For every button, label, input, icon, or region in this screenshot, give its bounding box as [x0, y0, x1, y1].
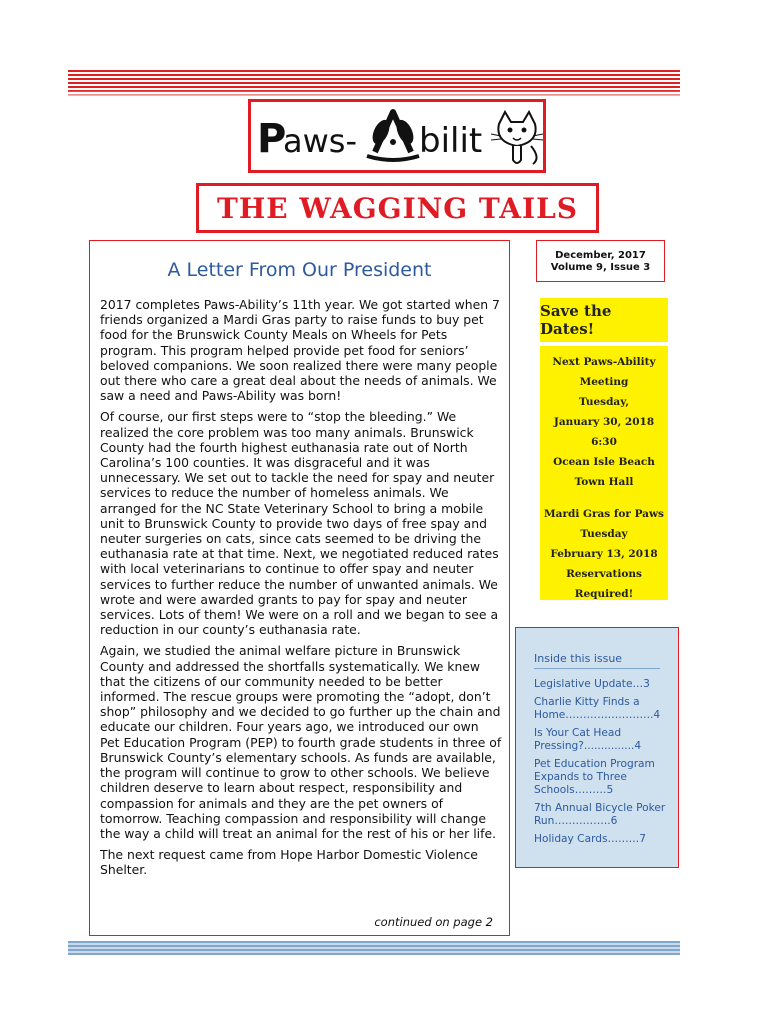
event-line: Tuesday — [580, 528, 628, 540]
newsletter-title: THE WAGGING TAILS — [217, 191, 578, 225]
letter-body — [100, 297, 502, 884]
issue-volume: Volume 9, Issue 3 — [550, 262, 651, 273]
dog-face-icon — [367, 112, 419, 160]
event-line: Tuesday, — [579, 396, 629, 408]
event-line: 6:30 — [591, 436, 617, 448]
logo-box — [248, 99, 546, 173]
save-the-dates-heading-box — [540, 298, 668, 342]
svg-text:aws-: aws- — [283, 122, 357, 160]
event-line: January 30, 2018 — [553, 416, 655, 428]
letter-paragraph: Again, we studied the animal welfare picture in Brunswick County and addressed the shortfalls systematically. We knew that the citizens of our community needed to be better informed. The rescue groups were promoting the “adopt, don’t shop” philosophy and we decided to go further up the chain and educate our children. Four years ago, we introduced our own Pet Education Program (PEP) to fourth grade students in three of Brunswick County’s elementary schools. As funds are available, the program will continue to grow to other schools. We believe children deserve to learn about respect, responsibility and compassion for animals and they are the pet owners of tomorrow. Teaching compassion and responsibility will change the way a child will treat an animal for the rest of his or her life. — [100, 643, 502, 841]
newsletter-title-box — [196, 183, 599, 233]
inside-item-charlie-kitty[interactable]: Charlie Kitty Finds a Home…………………….4 — [534, 696, 661, 721]
inside-item-legislative[interactable]: Legislative Update…3 — [534, 678, 650, 690]
bottom-decorative-stripe — [68, 941, 680, 955]
inside-list — [534, 678, 666, 851]
svg-text:bilit: bilit — [419, 121, 483, 161]
event-line: Reservations Required! — [566, 568, 642, 600]
inside-item-holiday-cards[interactable]: Holiday Cards………7 — [534, 833, 647, 845]
issue-date: December, 2017 — [555, 250, 646, 261]
svg-text:P: P — [257, 116, 287, 162]
paws-ability-logo — [251, 102, 543, 170]
event-line: Mardi Gras for Paws — [544, 508, 664, 520]
save-the-dates-heading: Save the Dates! — [540, 302, 612, 338]
letter-paragraph: The next request came from Hope Harbor Domestic Violence Shelter. — [100, 847, 478, 878]
president-letter-box — [89, 240, 510, 936]
inside-item-pet-education[interactable]: Pet Education Program Expands to Three Schools………5 — [534, 758, 655, 796]
issue-info-box — [536, 240, 665, 282]
letter-paragraph: Of course, our first steps were to “stop the bleeding.” We realized the core problem was too many animals. Brunswick County had the fourth highest euthanasia rate out of North Carolina’s 100 counties. It was disgraceful and it was unnecessary. We set out to tackle the need for spay and neuter services to reduce the number of homeless animals. We arranged for the NC State Veterinary School to bring a mobile unit to Brunswick County to provide two days of free spay and neuter surgeries on cats, since cats seemed to be driving the euthanasia rate at that time. Next, we negotiated reduced rates with local veterinarians to continue to offer spay and neuter services to further reduce the number of unwanted animals. We wrote and were awarded grants to pay for spay and neuter services. Lots of them! We were on a roll and we began to see a reduction in our county’s euthanasia rate. — [100, 409, 499, 638]
top-decorative-stripe — [68, 70, 680, 98]
letter-title: A Letter From Our President — [167, 259, 432, 281]
event-line: February 13, 2018 — [550, 548, 658, 560]
event-line: Town Hall — [574, 476, 634, 488]
event-line: Ocean Isle Beach — [553, 456, 655, 468]
letter-paragraph: 2017 completes Paws-Ability’s 11th year. We got started when 7 friends organized a Mardi Gras party to raise funds to buy pet food for the Brunswick County Meals on Wheels for Pets program. This program helped provide pet food for seniors’ beloved companions. We soon realized there were many people out there who care a great deal about the needs of animals. We saw a need and Paws-Ability was born! — [100, 297, 500, 404]
inside-divider — [534, 668, 660, 669]
inside-this-issue-box — [515, 627, 679, 868]
inside-title: Inside this issue — [534, 652, 623, 665]
inside-item-cat-head[interactable]: Is Your Cat Head Pressing?...............4 — [534, 727, 642, 752]
events-box — [540, 346, 668, 600]
event-line: Meeting — [579, 376, 629, 388]
inside-item-poker-run[interactable]: 7th Annual Bicycle Poker Run…………….6 — [534, 802, 666, 827]
continued-note: continued on page 2 — [374, 915, 493, 929]
cat-face-icon — [491, 112, 543, 164]
event-line: Next Paws-Ability — [552, 356, 656, 368]
